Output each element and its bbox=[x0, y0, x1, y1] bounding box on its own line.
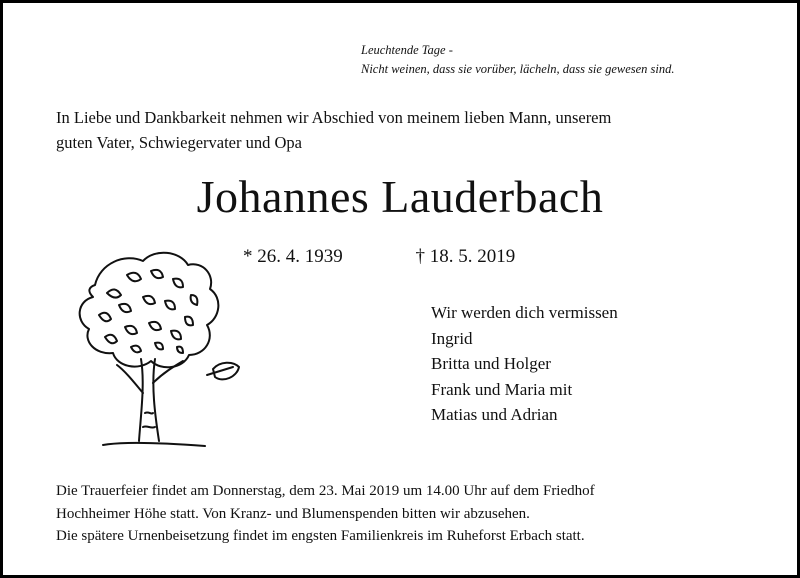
ceremony-details bbox=[56, 480, 776, 548]
quote-line: Nicht weinen, dass sie vorüber, lächeln, dass sie gewesen sind. bbox=[361, 62, 675, 76]
intro-text bbox=[56, 105, 766, 155]
epigraph-quote bbox=[361, 41, 675, 79]
intro-line: In Liebe und Dankbarkeit nehmen wir Abschied von meinem lieben Mann, unserem bbox=[56, 108, 612, 127]
ceremony-line: Hochheimer Höhe statt. Von Kranz- und Blumenspenden bitten wir abzusehen. bbox=[56, 505, 530, 522]
tree-icon bbox=[55, 243, 250, 458]
quote-line: Leuchtende Tage - bbox=[361, 43, 453, 57]
family-line: Ingrid bbox=[431, 328, 473, 348]
deceased-name: Johannes Lauderbach bbox=[196, 171, 604, 222]
ceremony-line: Die Trauerfeier findet am Donnerstag, dem 23. Mai 2019 um 14.00 Uhr auf dem Friedhof bbox=[56, 483, 595, 499]
death-date: † 18. 5. 2019 bbox=[415, 246, 516, 267]
intro-line: guten Vater, Schwiegervater und Opa bbox=[56, 133, 302, 152]
family-line: Britta und Holger bbox=[431, 354, 551, 373]
family-line: Frank und Maria mit bbox=[431, 379, 573, 399]
family-signature bbox=[431, 300, 618, 428]
life-dates bbox=[243, 245, 515, 269]
birth-date: * 26. 4. 1939 bbox=[243, 246, 343, 267]
family-line: Matias und Adrian bbox=[431, 405, 558, 424]
family-line: Wir werden dich vermissen bbox=[431, 303, 618, 322]
ceremony-line: Die spätere Urnenbeisetzung findet im engsten Familienkreis im Ruheforst Erbach statt. bbox=[56, 528, 585, 544]
